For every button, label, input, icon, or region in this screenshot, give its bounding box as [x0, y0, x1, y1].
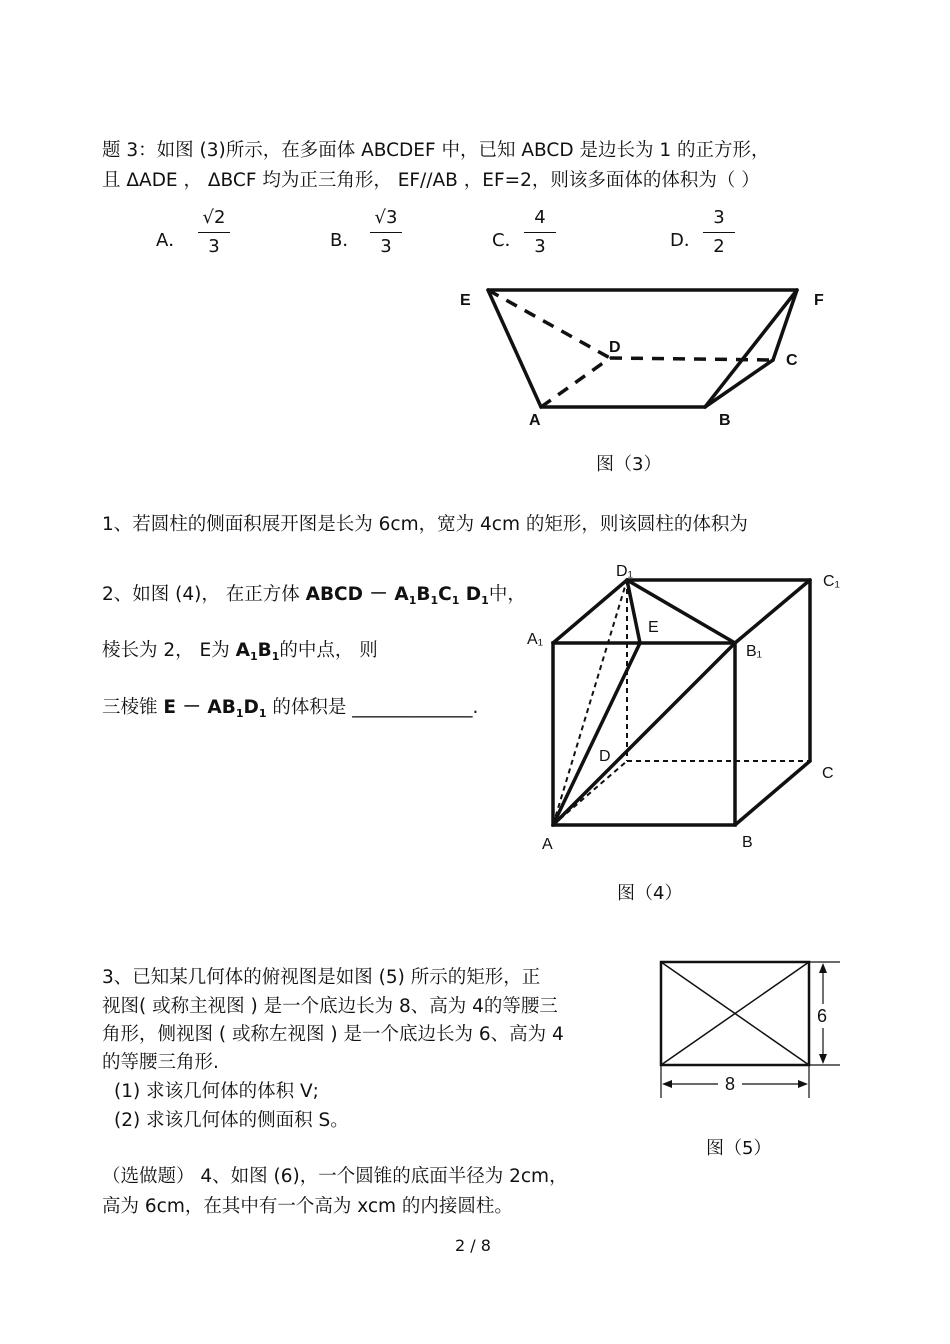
q3-sub2: (2) 求该几何体的侧面积 S。	[114, 1110, 349, 1131]
edge-dc-hidden	[610, 358, 773, 360]
edge-d1e	[627, 580, 640, 643]
option-a-letter: A．	[156, 230, 187, 251]
vertex-label-d: D	[609, 339, 621, 356]
vertex-label-d1: D₁	[616, 563, 633, 580]
arrow-right-icon	[798, 1080, 808, 1088]
fraction-bar	[370, 232, 402, 233]
q2-line3	[102, 693, 478, 719]
fraction-bar	[703, 232, 735, 233]
option-b-fraction	[366, 207, 406, 258]
vertex-label-c: C	[822, 765, 834, 782]
problem3-line2: 且 ΔADE ， ΔBCF 均为正三角形， EF//AB ，EF=2，则该多面体的体积为（ ）	[102, 170, 760, 191]
q3-line3: 角形，侧视图 ( 或称左视图 ) 是一个底边长为 6、高为 4	[102, 1024, 564, 1045]
arrow-down-icon	[819, 1054, 827, 1064]
vertex-label-e: E	[460, 292, 471, 309]
vertex-label-b: B	[719, 412, 731, 429]
option-d-fraction	[699, 207, 739, 258]
option-b-denominator: 3	[380, 236, 392, 257]
q3-line4: 的等腰三角形.	[102, 1052, 219, 1073]
height-label: 6	[817, 1006, 828, 1026]
option-c-fraction	[520, 207, 560, 258]
vertex-label-d: D	[599, 748, 611, 765]
option-b-numerator: √3	[374, 207, 398, 228]
q2-segment-a1b1: $A_1B_1$	[235, 640, 280, 663]
figure-4-cube	[510, 555, 870, 865]
q2-line3-intro: 三棱锥	[102, 697, 164, 718]
option-c-denominator: 3	[534, 236, 546, 257]
figure-4-caption: 图（4）	[617, 883, 683, 904]
vertex-label-a: A	[529, 412, 541, 429]
vertex-label-e: E	[648, 619, 659, 636]
q2-cube-name: ABCD － $A_1B_1C_1$ $D_1$	[305, 584, 489, 607]
option-d-denominator: 2	[713, 236, 725, 257]
edge-a1d1	[553, 580, 627, 643]
option-b-letter: B．	[330, 230, 361, 251]
q1-text: 1、若圆柱的侧面积展开图是长为 6cm，宽为 4cm 的矩形，则该圆柱的体积为	[102, 514, 748, 535]
figure-5-caption: 图（5）	[706, 1138, 772, 1159]
arrow-left-icon	[662, 1080, 672, 1088]
edge-ad-hidden	[541, 358, 610, 407]
figure-3-polyhedron	[440, 280, 840, 440]
edge-b1c1	[735, 580, 810, 643]
edge-d1b1	[627, 580, 735, 643]
q2-line1	[102, 580, 526, 606]
vertex-label-a1: A₁	[527, 631, 544, 648]
q2-cube-name-base: ABCD － A	[305, 584, 409, 605]
figure-3-caption: 图（3）	[596, 454, 662, 475]
q2-line3-end: 的体积是 _____________.	[272, 697, 479, 718]
figure-5-rectangle	[650, 950, 850, 1100]
q3-line1: 3、已知某几何体的俯视图是如图 (5) 所示的矩形，正	[102, 967, 541, 988]
arrow-up-icon	[819, 963, 827, 973]
edge-fb	[705, 290, 797, 407]
edge-fc	[773, 290, 797, 360]
q3-sub1: (1) 求该几何体的体积 V;	[114, 1081, 319, 1102]
edge-bc	[735, 761, 810, 825]
q2-line2-intro: 棱长为 2， E为	[102, 640, 236, 661]
q2-pyramid-name: $E - AB_1D_1$	[163, 697, 267, 720]
edge-ea	[488, 290, 541, 407]
edge-bc	[705, 360, 773, 407]
option-c-letter: C．	[492, 230, 523, 251]
page-number: 2 / 8	[455, 1236, 491, 1255]
q2-line1-intro: 2、如图 (4)， 在正方体	[102, 584, 306, 605]
vertex-label-b: B	[742, 834, 753, 851]
q4-line2: 高为 6cm，在其中有一个高为 xcm 的内接圆柱。	[102, 1196, 513, 1217]
option-d-letter: D．	[670, 230, 702, 251]
option-a-denominator: 3	[208, 236, 220, 257]
vertex-label-a: A	[542, 836, 553, 853]
vertex-label-f: F	[814, 292, 824, 309]
q3-line2: 视图( 或称主视图 ) 是一个底边长为 8、高为 4的等腰三	[102, 996, 558, 1017]
width-label: 8	[725, 1074, 736, 1094]
q2-line2-end: 的中点， 则	[279, 640, 378, 661]
option-a-fraction	[194, 207, 234, 258]
option-a-numerator: √2	[202, 207, 226, 228]
vertex-label-c: C	[786, 352, 798, 369]
edge-ed-hidden	[488, 290, 610, 358]
edge-ab1	[553, 643, 735, 825]
q2-line2	[102, 636, 378, 662]
fraction-bar	[524, 232, 556, 233]
problem3-line1: 题 3：如图 (3)所示，在多面体 ABCDEF 中，已知 ABCD 是边长为 1 的正方形，	[102, 140, 770, 161]
vertex-label-c1: C₁	[823, 573, 840, 590]
fraction-bar	[198, 232, 230, 233]
option-d-numerator: 3	[713, 207, 725, 228]
q4-line1: （选做题） 4、如图 (6)，一个圆锥的底面半径为 2cm，	[102, 1166, 568, 1187]
vertex-label-b1: B₁	[746, 643, 763, 660]
q2-line1-end: 中，	[488, 584, 526, 605]
option-c-numerator: 4	[534, 207, 546, 228]
